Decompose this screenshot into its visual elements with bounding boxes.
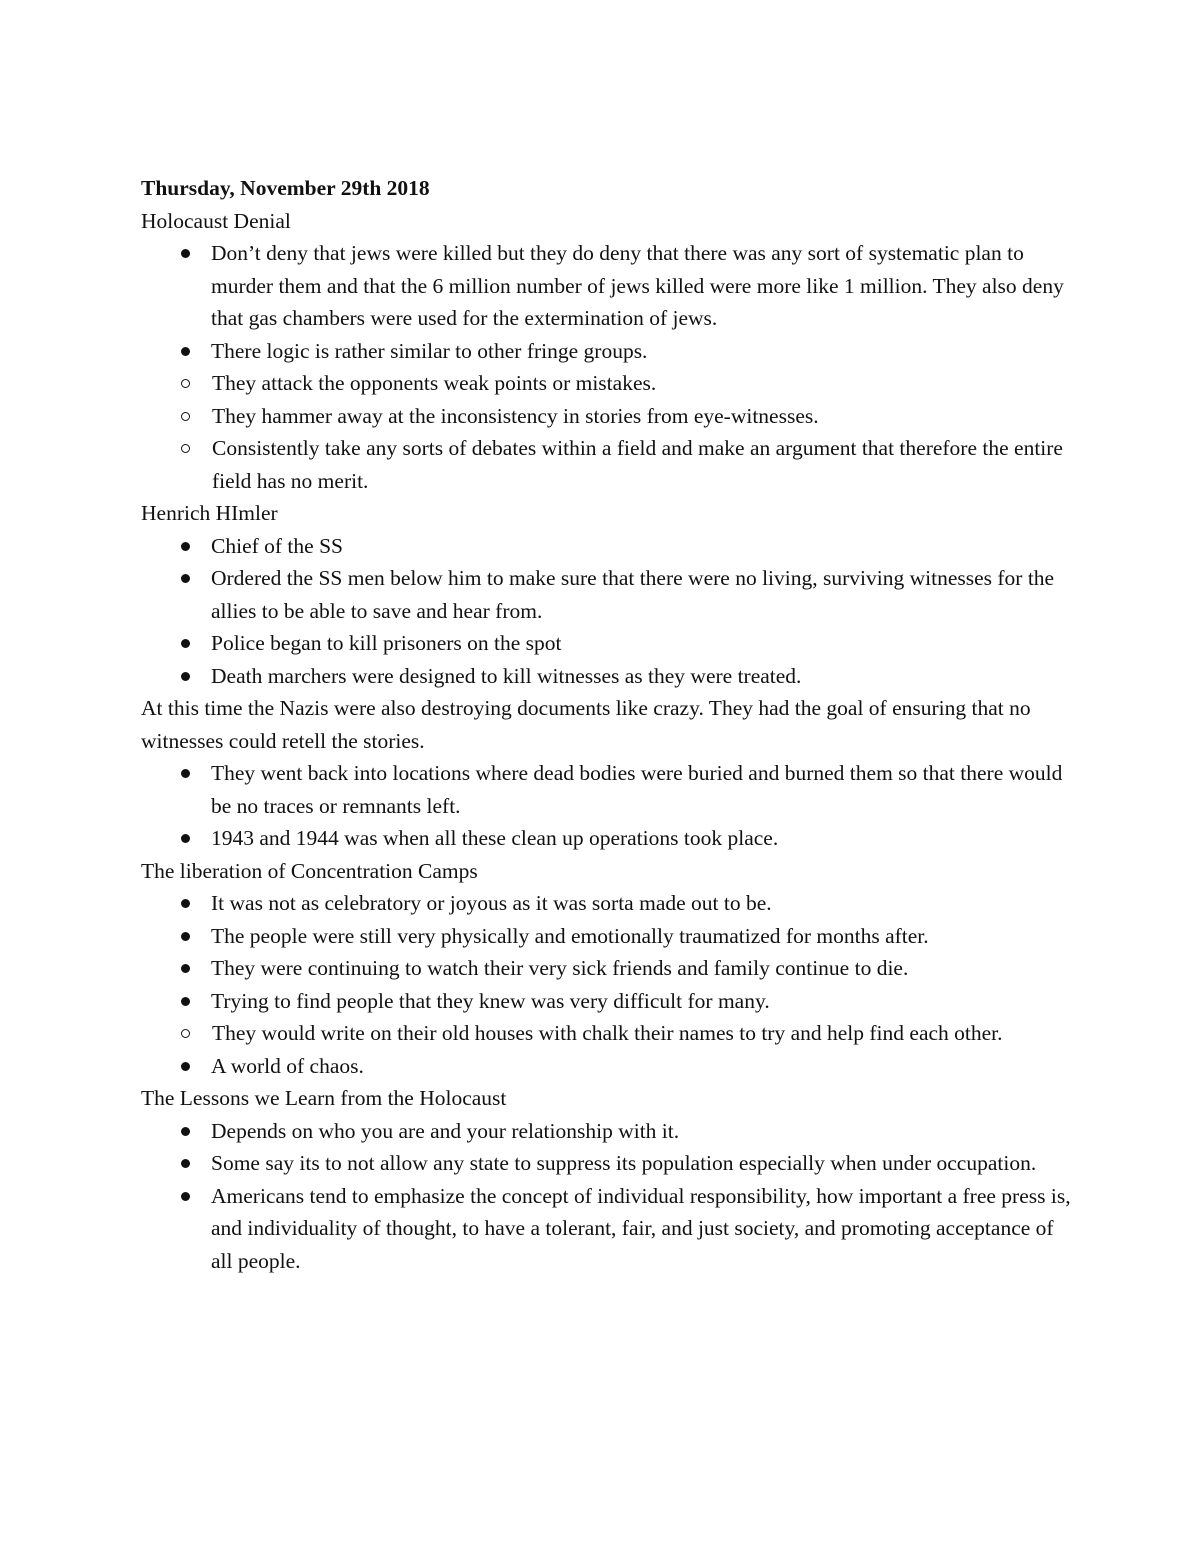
bullet-list	[141, 530, 1071, 693]
sub-bullet-list	[141, 367, 1071, 497]
bullet-list	[141, 237, 1071, 497]
bullet-list	[141, 1115, 1071, 1278]
section-title: The Lessons we Learn from the Holocaust	[141, 1086, 507, 1110]
bullet-text: Police began to kill prisoners on the spot	[211, 631, 562, 655]
sub-bullet-text: They would write on their old houses with chalk their names to try and help find each other.	[212, 1021, 1003, 1045]
bullet-text: Death marchers were designed to kill witnesses as they were treated.	[211, 663, 802, 688]
bullet-item	[141, 822, 1071, 855]
bullet-item	[141, 1147, 1071, 1180]
bullet-text: Some say its to not allow any state to suppress its population especially when under occupation.	[211, 1151, 1037, 1175]
bullet-item	[141, 1115, 1071, 1148]
bullet-text: They went back into locations where dead bodies were buried and burned them so that there would be no traces or remnants left.	[211, 761, 1063, 818]
bullet-item	[141, 887, 1071, 920]
sub-bullet-list	[141, 1017, 1071, 1050]
section-title: Henrich HImler	[141, 501, 278, 525]
sub-bullet-text: Consistently take any sorts of debates within a field and make an argument that therefore the entire field has no merit.	[212, 436, 1063, 493]
bullet-item	[141, 530, 1071, 563]
bullet-item	[141, 562, 1071, 627]
bullet-item	[141, 757, 1071, 822]
section-title: At this time the Nazis were also destroying documents like crazy. They had the goal of ensuring that no witnesses could retell the stories.	[141, 696, 1031, 753]
sub-bullet-text: They attack the opponents weak points or mistakes.	[212, 371, 657, 395]
sub-bullet-item	[71, 367, 1071, 400]
bullet-text: The people were still very physically and emotionally traumatized for months after.	[211, 923, 929, 948]
bullet-item	[141, 985, 1071, 1018]
sub-bullet-item	[71, 432, 1071, 497]
sub-bullet-item	[71, 400, 1071, 433]
bullet-item	[141, 660, 1071, 693]
section-title: Holocaust Denial	[141, 208, 291, 233]
date-heading: Thursday, November 29th 2018	[141, 176, 430, 200]
notes-body	[141, 205, 1071, 1278]
bullet-text: They were continuing to watch their very sick friends and family continue to die.	[211, 956, 909, 980]
document-page	[141, 172, 1071, 1277]
bullet-text: Don’t deny that jews were killed but they do deny that there was any sort of systematic plan to murder them and that the 6 million number of jews killed were more like 1 million. They also deny that gas chambers were used for the extermination of jews.	[211, 241, 1064, 330]
bullet-item	[141, 952, 1071, 985]
bullet-item	[141, 627, 1071, 660]
bullet-item	[141, 1050, 1071, 1083]
bullet-text: It was not as celebratory or joyous as it was sorta made out to be.	[211, 891, 772, 915]
sub-bullet-text: They hammer away at the inconsistency in stories from eye-witnesses.	[212, 403, 819, 428]
bullet-text: Chief of the SS	[211, 533, 343, 558]
bullet-text: Depends on who you are and your relationship with it.	[211, 1118, 680, 1143]
sub-bullet-item	[71, 1017, 1071, 1050]
bullet-item	[141, 237, 1071, 335]
bullet-text: 1943 and 1944 was when all these clean up operations took place.	[211, 826, 779, 850]
bullet-text: There logic is rather similar to other fringe groups.	[211, 338, 648, 363]
bullet-text: Trying to find people that they knew was very difficult for many.	[211, 988, 770, 1013]
bullet-text: A world of chaos.	[211, 1053, 364, 1078]
bullet-list	[141, 887, 1071, 1082]
section-title: The liberation of Concentration Camps	[141, 858, 478, 883]
bullet-text: Ordered the SS men below him to make sure that there were no living, surviving witnesses for the allies to be able to save and hear from.	[211, 566, 1055, 623]
bullet-list	[141, 757, 1071, 855]
bullet-item	[141, 335, 1071, 368]
bullet-item	[141, 920, 1071, 953]
bullet-text: Americans tend to emphasize the concept of individual responsibility, how important a free press is, and individuality of thought, to have a tolerant, fair, and just society, and promoting acceptance of all people.	[211, 1183, 1071, 1273]
bullet-item	[141, 1180, 1071, 1278]
